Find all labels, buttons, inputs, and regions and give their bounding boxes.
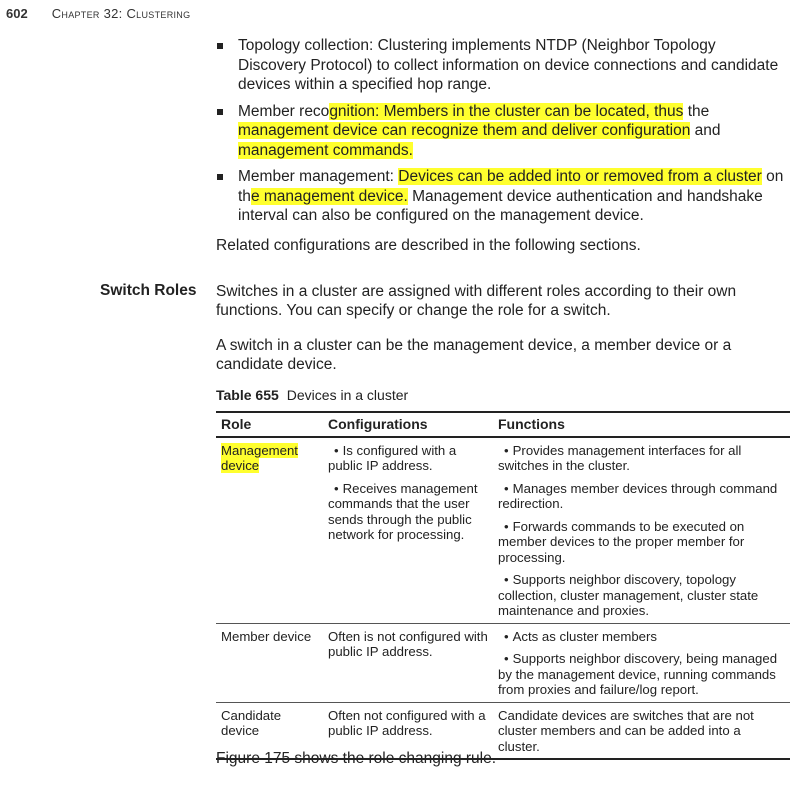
bullet-dot-icon: • <box>334 480 339 496</box>
bullet-dot-icon: • <box>504 518 509 534</box>
bullet-text: Member reco <box>238 102 330 120</box>
col-header-role: Role <box>216 412 323 437</box>
bullet-dot-icon: • <box>504 572 509 587</box>
table-header-row <box>216 412 790 437</box>
configurations-cell <box>323 437 493 624</box>
cell-item <box>328 443 488 474</box>
feature-list <box>216 36 786 233</box>
related-text: Related configurations are described in the following sections. <box>216 237 641 254</box>
feature-bullet <box>216 102 786 161</box>
cell-text: Is configured with a public IP address. <box>328 442 457 473</box>
cell-item <box>498 708 785 755</box>
cell-item <box>498 443 785 474</box>
bullet-dot-icon: • <box>504 628 509 644</box>
chapter-title: Chapter 32: Clustering <box>51 6 191 21</box>
highlighted-text: management device <box>238 122 378 139</box>
table-row <box>216 437 790 624</box>
role-cell <box>216 437 323 624</box>
bullet-square-icon <box>217 43 223 49</box>
page-number: 602 <box>6 6 28 21</box>
bullet-text: the <box>683 102 710 120</box>
functions-cell <box>493 623 790 702</box>
cell-text: Provides management interfaces for all switches in the cluster. <box>498 442 742 473</box>
cell-item <box>498 651 785 698</box>
cell-item <box>328 481 488 543</box>
bullet-dot-icon: • <box>504 480 509 496</box>
bullet-square-icon <box>217 109 223 115</box>
functions-cell <box>493 437 790 624</box>
bullet-text: on th <box>238 168 784 205</box>
bullet-square-icon <box>217 174 223 180</box>
bullet-dot-icon: • <box>334 442 339 458</box>
highlighted-text: can recognize them and deliver configuration <box>377 122 691 139</box>
cell-text: Often is not configured with public IP address. <box>328 628 488 659</box>
section-para-2: A switch in a cluster can be the management device, a member device or a candidate device. <box>216 337 732 373</box>
cell-text: Supports neighbor discovery, topology collection, cluster management, cluster state maintenance and proxies. <box>498 572 759 618</box>
table-row <box>216 623 790 702</box>
bullet-dot-icon: • <box>504 651 509 666</box>
bullet-dot-icon: • <box>504 442 509 458</box>
configurations-cell <box>323 623 493 702</box>
role-cell <box>216 623 323 702</box>
cell-text: Receives management commands that the user sends through the public network for processing. <box>328 480 478 542</box>
bullet-text: Topology collection: Clustering implements NTDP (Neighbor Topology Discovery Protocol) to collect information on device connections and candidate devices within a specified hop range. <box>238 37 779 93</box>
col-header-configurations: Configurations <box>323 412 493 437</box>
role-text: Management device <box>221 442 298 473</box>
feature-bullet <box>216 36 786 95</box>
devices-table <box>216 411 790 760</box>
section-heading: Switch Roles <box>100 282 197 299</box>
highlighted-text: gnition: Members in the cluster can be located, thus <box>329 102 684 120</box>
bullet-text: Member management: <box>238 168 399 185</box>
col-header-functions: Functions <box>493 412 790 437</box>
bullet-text: Management device authentication and handshake interval can also be configured on the management device. <box>238 187 763 224</box>
highlighted-text: management commands. <box>238 141 413 159</box>
role-text: Candidate device <box>221 707 282 738</box>
cell-text: Supports neighbor discovery, being managed by the management device, running commands from proxies and failure/log report. <box>498 651 778 697</box>
cell-text: Forwards commands to be executed on member devices to the proper member for processing. <box>498 518 745 565</box>
table-caption <box>216 387 408 403</box>
cell-item <box>498 481 785 512</box>
figure-reference: Figure 175 shows the role changing rule. <box>216 750 497 767</box>
cell-text: Acts as cluster members <box>512 628 657 644</box>
table-caption-text: Devices in a cluster <box>286 387 409 403</box>
cell-item <box>498 572 785 619</box>
cell-item <box>498 629 785 645</box>
cell-text: Manages member devices through command redirection. <box>498 480 778 511</box>
table-label: Table 655 <box>216 387 279 403</box>
role-text: Member device <box>221 628 312 644</box>
bullet-text: and <box>690 122 721 139</box>
cell-text: Candidate devices are switches that are not cluster members and can be added into a cluster. <box>498 707 754 754</box>
highlighted-text: Devices can be added into or removed from a cluster <box>398 168 762 185</box>
cell-item <box>328 629 488 660</box>
feature-bullet <box>216 167 786 226</box>
page-header <box>6 6 190 21</box>
cell-item <box>498 519 785 566</box>
cell-text: Often not configured with a public IP address. <box>328 707 486 738</box>
highlighted-text: e management device. <box>250 187 408 205</box>
section-para-1: Switches in a cluster are assigned with different roles according to their own functions. You can specify or change the role for a switch. <box>216 283 737 319</box>
cell-item <box>328 708 488 739</box>
